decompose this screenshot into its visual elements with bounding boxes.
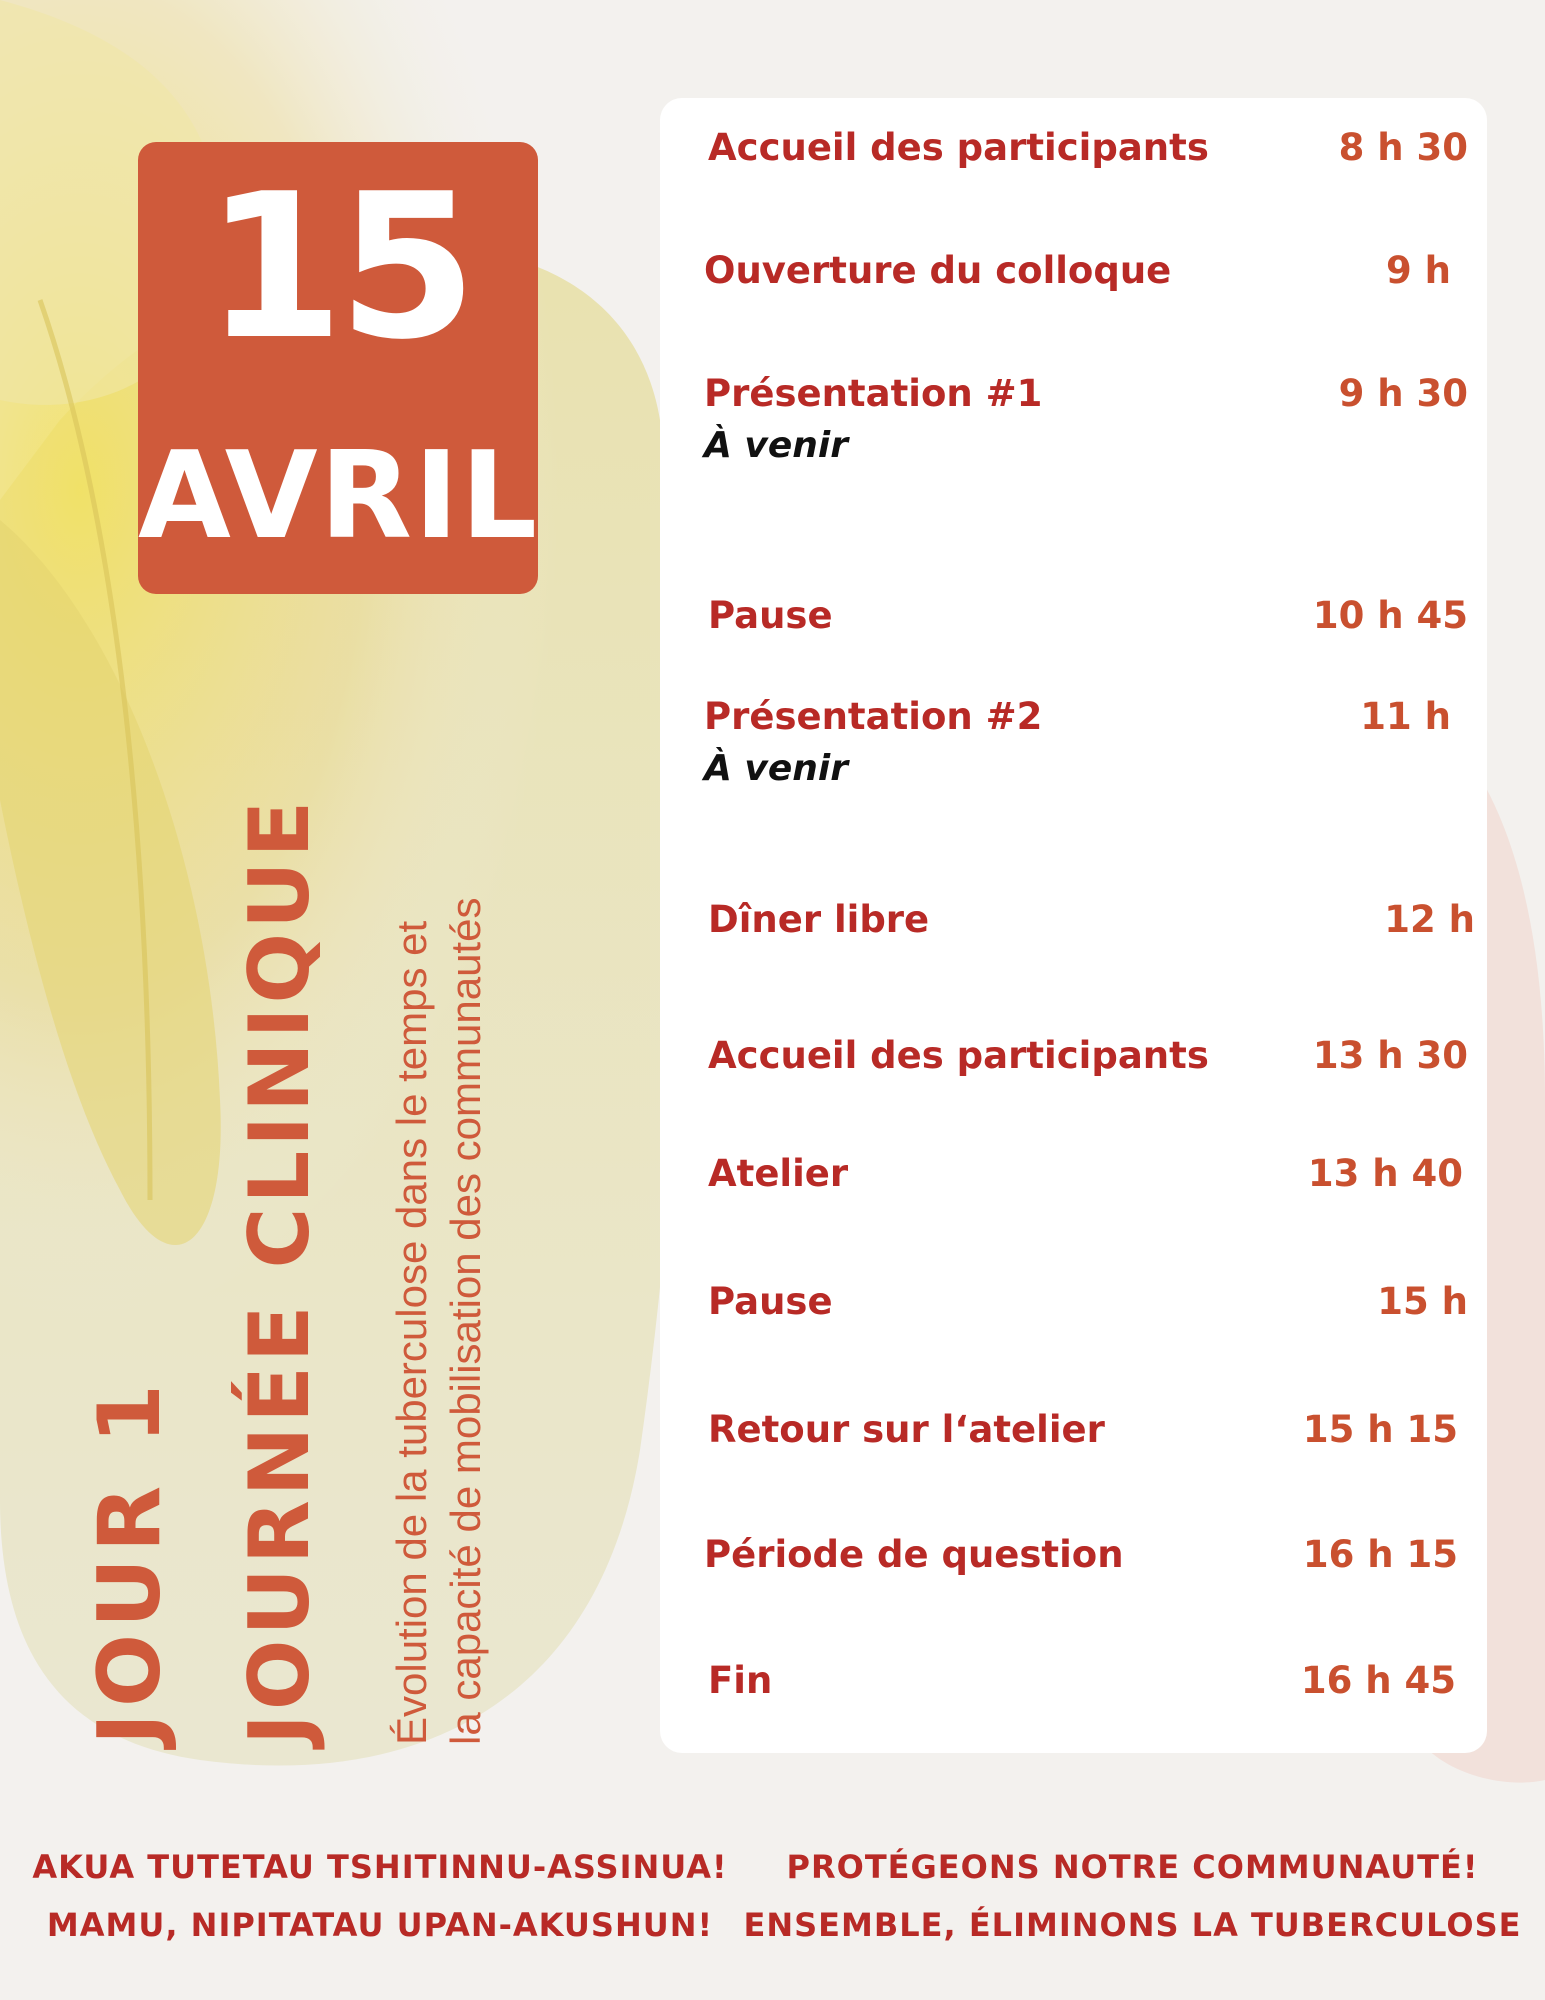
date-badge	[138, 142, 538, 594]
schedule-card	[660, 98, 1487, 1753]
schedule-item	[660, 245, 1487, 305]
schedule-item-label: Retour sur l‘atelier	[708, 1408, 1105, 1451]
footer-slogan-innu-line2: MAMU, NIPITATAU UPAN-AKUSHUN!	[46, 1906, 714, 1944]
schedule-item-time: 12 h	[1384, 898, 1475, 941]
schedule-item-label: Pause	[708, 1280, 833, 1323]
schedule-item-label: Présentation #2	[704, 695, 1043, 738]
schedule-item	[660, 368, 1487, 466]
footer-slogan-innu	[20, 1838, 740, 1954]
schedule-item-note: À venir	[704, 748, 848, 789]
schedule-item-time: 13 h 40	[1307, 1152, 1463, 1195]
schedule-item-time: 9 h	[1386, 249, 1451, 292]
event-subtitle-line2: la capacité de mobilisation des communautés	[442, 897, 489, 1745]
schedule-item-time: 13 h 30	[1312, 1034, 1468, 1077]
footer-slogan-french-line1: PROTÉGEONS NOTRE COMMUNAUTÉ!	[786, 1848, 1479, 1886]
schedule-item	[660, 1404, 1487, 1464]
schedule-item	[660, 1655, 1487, 1715]
schedule-item-label: Accueil des participants	[708, 1034, 1209, 1077]
schedule-item	[660, 691, 1487, 789]
side-title-block	[80, 630, 489, 1745]
date-month: AVRIL	[138, 427, 540, 566]
schedule-item	[660, 1148, 1487, 1208]
schedule-item-time: 15 h 15	[1302, 1408, 1458, 1451]
schedule-item-time: 10 h 45	[1312, 594, 1468, 637]
schedule-item	[660, 1276, 1487, 1336]
schedule-item	[660, 590, 1487, 650]
event-subtitle-line1: Évolution de la tuberculose dans le temps et	[388, 920, 435, 1745]
day-label: JOUR 1	[80, 1378, 180, 1745]
schedule-item-time: 9 h 30	[1338, 372, 1468, 415]
event-subtitle	[385, 630, 495, 1745]
schedule-item-label: Accueil des participants	[708, 126, 1209, 169]
schedule-item	[660, 122, 1487, 182]
schedule-item-time: 16 h 45	[1300, 1659, 1456, 1702]
schedule-item-note: À venir	[704, 425, 848, 466]
schedule-item-time: 15 h	[1377, 1280, 1468, 1323]
schedule-item	[660, 894, 1487, 954]
schedule-item-label: Pause	[708, 594, 833, 637]
schedule-item-label: Présentation #1	[704, 372, 1043, 415]
schedule-item-time: 8 h 30	[1338, 126, 1468, 169]
schedule-item	[660, 1030, 1487, 1090]
schedule-item	[660, 1529, 1487, 1589]
schedule-item-label: Fin	[708, 1659, 773, 1702]
event-title: JOURNÉE CLINIQUE	[231, 796, 328, 1745]
footer-slogan-french	[740, 1838, 1525, 1954]
date-day: 15	[204, 151, 472, 384]
schedule-item-label: Ouverture du colloque	[704, 249, 1172, 292]
schedule-item-label: Atelier	[708, 1152, 849, 1195]
footer-slogan-innu-line1: AKUA TUTETAU TSHITINNU-ASSINUA!	[32, 1848, 728, 1886]
schedule-item-time: 11 h	[1360, 695, 1451, 738]
schedule-item-label: Dîner libre	[708, 898, 930, 941]
schedule-item-label: Période de question	[704, 1533, 1124, 1576]
schedule-item-time: 16 h 15	[1302, 1533, 1458, 1576]
footer-slogan-french-line2: ENSEMBLE, ÉLIMINONS LA TUBERCULOSE	[743, 1906, 1522, 1944]
